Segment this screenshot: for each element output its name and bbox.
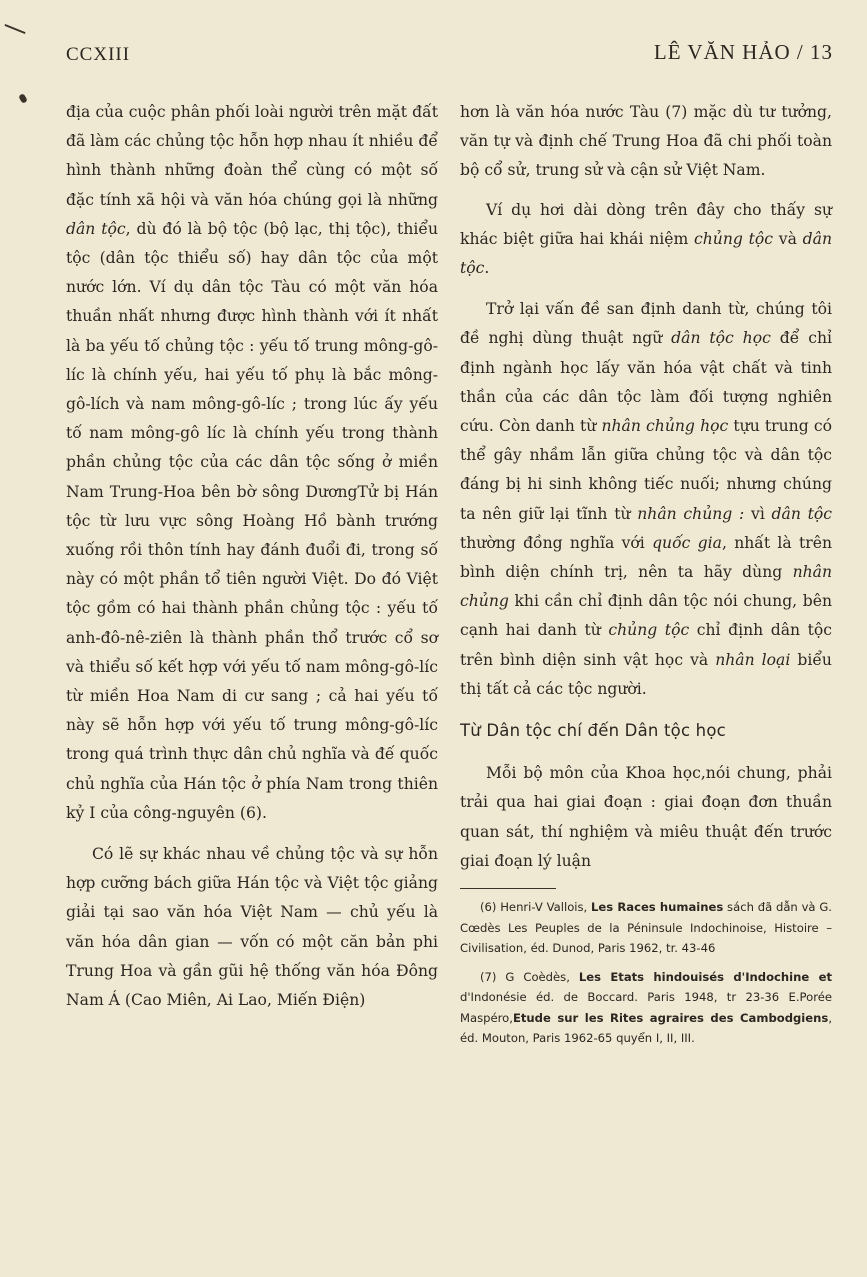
page-header-left: CCXIII [66, 44, 131, 65]
paragraph: Mỗi bộ môn của Khoa học,nói chung, phải trải qua hai giai đoạn : giai đoạn đơn thuần quan sát, thí nghiệm và miêu thuật đến trước giai đoạn lý luận [460, 764, 832, 870]
paragraph: địa của cuộc phân phối loài người trên mặt đất đã làm các chủng tộc hỗn hợp nhau ít nhiều để hình thành những đoàn thể cùng có một số đặc tính xã hội và văn hóa chúng gọi là những dân tộc, dù đó là bộ tộc (bộ lạc, thị tộc), thiểu tộc (dân tộc thiểu số) hay dân tộc của một nước lớn. Ví dụ dân tộc Tàu có một văn hóa thuần nhất nhưng được hình thành với ít nhất là ba yếu tố chủng tộc : yếu tố trung mông-gô-líc là chính yếu, hai yếu tố phụ là bắc mông-gô-lích và nam mông-gô-líc ; trong lúc ấy yếu tố nam mông-gô líc là chính yếu trong thành phần chủng tộc của các dân tộc sống ở miền Nam Trung-Hoa bên bờ sông DươngTử bị Hán tộc từ lưu vực sông Hoàng Hồ bành trướng xuống rồi thôn tính hay đánh đuổi đi, trong số này có một phần tổ tiên người Việt. Do đó Việt tộc gồm có hai thành phần chủng tộc : yếu tố anh-đô-nê-ziên là thành phần thổ trước cổ sơ và thiểu số kết hợp với yếu tố nam mông-gô-líc từ miền Hoa Nam di cư sang ; cả hai yếu tố này sẽ hỗn hợp với yếu tố trung mông-gô-líc trong quá trình thực dân chủ nghĩa và đế quốc chủ nghĩa của Hán tộc ở phía Nam trong thiên kỷ I của công-nguyên (6). [66, 103, 438, 822]
page-header-right: LÊ VĂN HẢO / 13 [653, 40, 833, 64]
footnote-divider [460, 888, 556, 889]
footnote-7: (7) G Coèdès, Les Etats hindouisés d'Indochine et d'Indonésie éd. de Boccard. Paris 1948, tr 23-36 E.Porée Maspéro,Etude sur les Rites agraires des Cambodgiens, éd. Mouton, Paris 1962-65 quyển I, II, III. [460, 969, 832, 1046]
left-column [66, 98, 438, 1027]
scan-mark [4, 24, 25, 34]
right-column [460, 98, 832, 1057]
section-heading: Từ Dân tộc chí đến Dân tộc học [460, 721, 726, 741]
footnote-6: (6) Henri-V Vallois, Les Races humaines sách đã dẫn và G. Cœdès Les Peuples de la Péninsule Indochinoise, Histoire – Civilisation, éd. Dunod, Paris 1962, tr. 43-46 [460, 900, 832, 956]
paragraph: Có lẽ sự khác nhau về chủng tộc và sự hỗn hợp cưỡng bách giữa Hán tộc và Việt tộc giảng giải tại sao văn hóa Việt Nam — chủ yếu là văn hóa dân gian — vốn có một căn bản phi Trung Hoa và gần gũi hệ thống văn hóa Đông Nam Á (Cao Miên, Ai Lao, Miến Điện) [66, 845, 438, 1010]
paragraph: hơn là văn hóa nước Tàu (7) mặc dù tư tưởng, văn tự và định chế Trung Hoa đã chi phối toàn bộ cổ sử, trung sử và cận sử Việt Nam. [460, 103, 832, 180]
paragraph: Ví dụ hơi dài dòng trên đây cho thấy sự khác biệt giữa hai khái niệm chủng tộc và dân tộc. [460, 200, 832, 278]
scan-mark [18, 93, 28, 104]
paragraph: Trở lại vấn đề san định danh từ, chúng tôi đề nghị dùng thuật ngữ dân tộc học để chỉ định ngành học lấy văn hóa vật chất và tinh thần của các dân tộc làm đối tượng nghiên cứu. Còn danh từ nhân chủng học tựu trung có thể gây nhầm lẫn giữa chủng tộc và dân tộc đáng bị hi sinh không tiếc nuối; nhưng chúng ta nên giữ lại tĩnh từ nhân chủng : vì dân tộc thường đồng nghĩa với quốc gia, nhất là trên bình diện chính trị, nên ta hãy dùng nhân chủng khi cần chỉ định dân tộc nói chung, bên cạnh hai danh từ chủng tộc chỉ định dân tộc trên bình diện sinh vật học và nhân loại biểu thị tất cả các tộc người. [460, 300, 832, 698]
